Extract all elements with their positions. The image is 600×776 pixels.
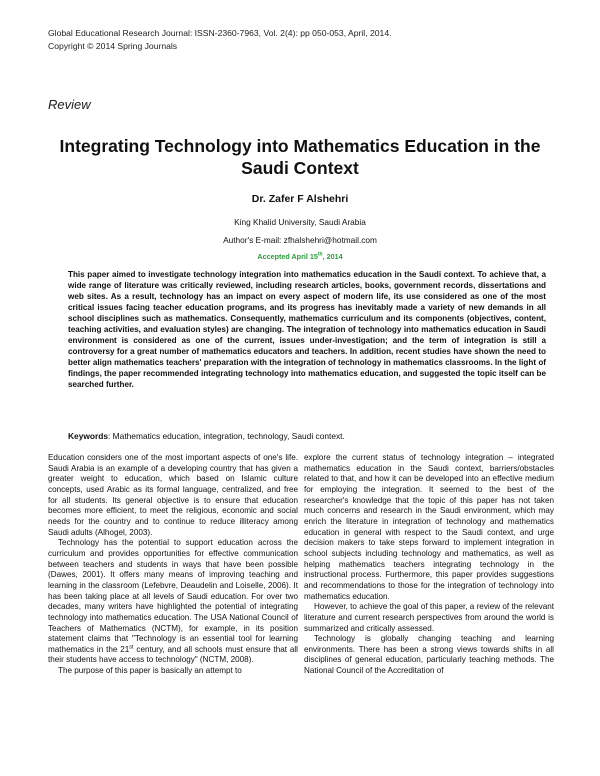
paragraph: Technology is globally changing teaching and learning environments. There has been a strong views towards shifts in all disciplines of general education, particularly teaching methods. The National Council of the Accreditation of xyxy=(304,634,554,676)
abstract: This paper aimed to investigate technology integration into mathematics education in the Saudi context. To achieve that, a wide range of literature was critically reviewed, including research articles, books, government records, dissertations and web sites. As a result, technology has an impact on every aspect of modern life, its use considered as one of the most critical issues facing teacher education programs, and its progress has inevitably made a variety of new demands in all school disciplines such as mathematics. Consequently, mathematics curriculum and its components (objectives, content, teaching activities, and evaluation styles) are changing. The integration of technology into mathematics education in Saudi environment is considered as one of the current, issues under-investigation; and the term of integration is still a controversy for a great number of mathematics educators and teachers. In addition, recent studies have shown the need to better align mathematics teachers' preparation with the integration of technology in mathematics classrooms. In the light of findings, the paper recommended integrating technology into mathematics education, and suggested the topic itself can be searched further. xyxy=(68,270,546,389)
paragraph-text: century, and all schools must ensure that all their students have access to technology" (NCTM, 2008). xyxy=(48,644,298,665)
article-type: Review xyxy=(48,97,91,112)
accepted-date-sup: th xyxy=(317,251,323,258)
accepted-date-suffix: , 2014 xyxy=(322,252,343,261)
paragraph: The purpose of this paper is basically an attempt to xyxy=(58,666,242,676)
copyright-notice: Copyright © 2014 Spring Journals xyxy=(48,41,178,51)
body-column-left xyxy=(48,453,298,677)
author-affiliation: King Khalid University, Saudi Arabia xyxy=(234,217,366,227)
keywords xyxy=(68,431,548,441)
paragraph-text: Technology has the potential to support education across the curriculum and provides opportunities for effective communication between teachers and students in ways that have been possible (Dawes, 2001). It offers many means of improving teaching and learning in the classroom (Lefebvre, Deaudelin and Loiselle, 2006). It has been taking place at all levels of Saudi education. For over two decades, many writers have highlighted the potential of integrating technology into mathematics education. The USA National Council of Teachers of Mathematics (NCTM), for example, in its position statement claims that "Technology is an essential tool for learning mathematics in the 21 xyxy=(48,538,298,654)
accepted-date xyxy=(0,252,600,261)
paragraph: However, to achieve the goal of this paper, a review of the relevant literature and current research perspectives from around the world is summarized and critically assessed. xyxy=(304,602,554,633)
paragraph: Education considers one of the most important aspects of one's life. Saudi Arabia is an example of a developing country that has given a greater weight to education, which based on Islamic culture concepts, used Arabic as its formal language, centralized, and free for all students. Its general objective is to ensure that education becomes more efficient, to meet the religious, economic and social needs for the country and to continue to reduce illiteracy among Saudi adults (Alhogel, 2003). xyxy=(48,453,298,537)
paragraph: explore the current status of technology integration – integrated mathematics education in the Saudi context, barriers/obstacles related to that, and how it can be developed into an effective medium for employing the integration. It seemed to the best of the researcher's knowledge that the topic of this paper has not taken much concerns and research in the Saudi environment, which may enrich the literature in integration of technology and mathematics education in general with respect to the Saudi context, and urge decision makers to take steps forward to implement integration in school subjects including technology and mathematics, as well as helping mathematics teachers integrating technology in the instructional process. Furthermore, this paper provides suggestions and recommendations to those for the integration of technology into mathematics education. xyxy=(304,453,554,601)
body-column-right xyxy=(304,453,554,677)
superscript: st xyxy=(129,644,134,651)
article-title: Integrating Technology into Mathematics Education in the Saudi Context xyxy=(59,136,541,178)
keywords-text: : Mathematics education, integration, technology, Saudi context. xyxy=(108,431,345,441)
journal-citation: Global Educational Research Journal: ISSN-2360-7963, Vol. 2(4): pp 050-053, April, 2014. xyxy=(48,28,392,38)
paragraph xyxy=(48,538,298,666)
author-name: Dr. Zafer F Alshehri xyxy=(251,193,349,205)
accepted-date-prefix: Accepted April 15 xyxy=(257,252,318,261)
keywords-label: Keywords xyxy=(68,431,109,441)
journal-header xyxy=(48,27,392,53)
author-email: Author's E-mail: zfhalshehri@hotmail.com xyxy=(223,235,377,245)
